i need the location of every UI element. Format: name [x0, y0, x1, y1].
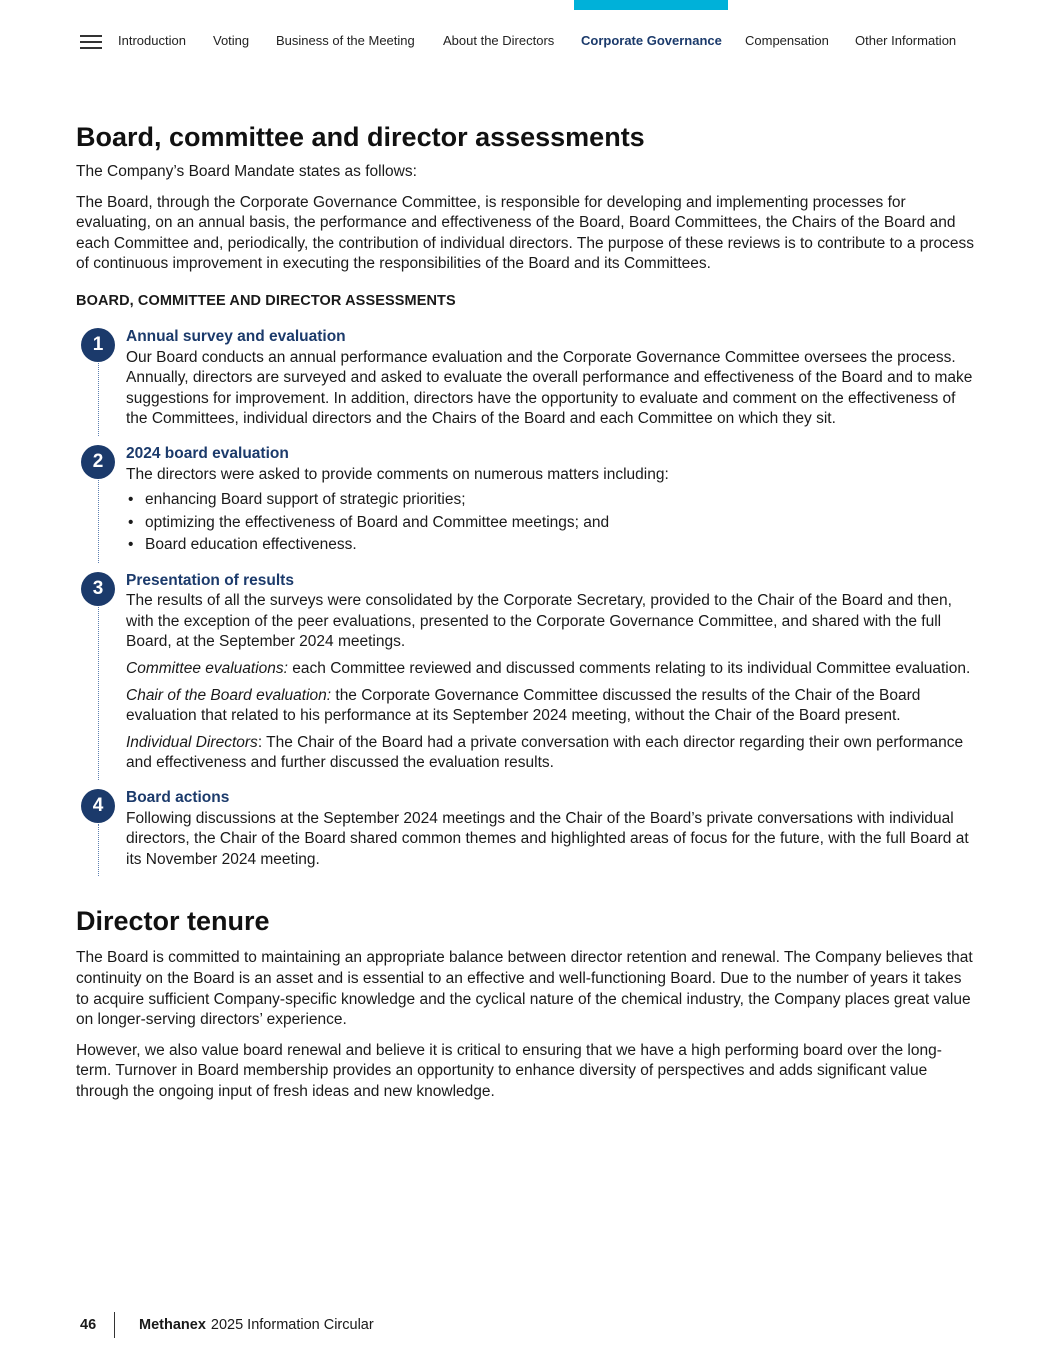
step-4 — [76, 788, 976, 870]
nav-about-the-directors[interactable]: About the Directors — [443, 33, 555, 48]
assessment-steps — [76, 327, 976, 870]
nav-voting[interactable]: Voting — [213, 33, 250, 48]
nav-compensation[interactable]: Compensation — [745, 33, 829, 48]
step-number-badge: 1 — [81, 328, 115, 362]
active-section-indicator — [574, 0, 728, 10]
bullet-item: • enhancing Board support of strategic priorities; — [126, 489, 976, 512]
tenure-heading: Director tenure — [76, 906, 270, 937]
footer-divider — [114, 1312, 115, 1338]
step-title: 2024 board evaluation — [126, 444, 289, 462]
step-title: Presentation of results — [126, 571, 294, 589]
page-number: 46 — [80, 1317, 97, 1333]
tenure-paragraph: The Board is committed to maintaining an appropriate balance between director retention and renewal. The Company believes that continuity on the Board is an asset and is essential to an effective and well-functioning Board. Due to the number of years it takes to acquire sufficient Company-specific knowledge and the cyclical nature of the chemical industry, the Company places great value on longer-serving directors’ experience. — [76, 949, 973, 1029]
assessments-heading: Board, committee and director assessments — [76, 122, 645, 152]
bullet-item: • optimizing the effectiveness of Board and Committee meetings; and — [126, 512, 976, 535]
tenure-paragraph: However, we also value board renewal and believe it is critical to ensuring that we have a high performing board over the long-term. Turnover in Board membership provides an opportunity to enhance diversity of perspectives and adds significant value through the ongoing input of fresh ideas and new knowledge. — [76, 1041, 942, 1100]
nav-other-information[interactable]: Other Information — [855, 33, 957, 48]
bullet-list — [126, 489, 976, 557]
individual-directors-detail — [126, 733, 976, 774]
nav-introduction[interactable]: Introduction — [118, 33, 186, 48]
step-body: Following discussions at the September 2024 meetings and the Chair of the Board’s private conversations with individual directors, the Chair of the Board shared common themes and highlighted areas of focus for the future, with the full Board at its November 2024 meeting. — [126, 809, 969, 868]
step-connector-line — [98, 607, 99, 780]
step-title: Board actions — [126, 788, 230, 806]
step-body: The directors were asked to provide comments on numerous matters including: — [126, 465, 669, 483]
hamburger-menu-icon[interactable] — [80, 35, 102, 49]
board-mandate-text: The Board, through the Corporate Governance Committee, is responsible for developing and implementing processes for evaluating, on an annual basis, the performance and effectiveness of the Board, Board Committees, the Chairs of the Board and each Committee and, periodically, the contribution of individual directors. The purpose of these reviews is to contribute to a process of continuous improvement in executing the responsibilities of the Board and its Committees. — [76, 193, 975, 273]
nav-corporate-governance[interactable]: Corporate Governance — [581, 33, 722, 48]
main-content — [76, 118, 976, 1103]
step-title: Annual survey and evaluation — [126, 327, 346, 345]
top-navigation — [0, 0, 1048, 70]
company-name: Methanex — [139, 1317, 206, 1333]
detail-label: Committee evaluations: — [126, 660, 288, 677]
step-1 — [76, 327, 976, 430]
publication-title: 2025 Information Circular — [210, 1317, 374, 1333]
step-number-badge: 4 — [81, 789, 115, 823]
step-3 — [76, 571, 976, 774]
detail-label: Chair of the Board evaluation: — [126, 686, 332, 704]
chair-evaluation-detail — [126, 686, 976, 727]
step-connector-line — [98, 480, 99, 563]
assessments-subheading: BOARD, COMMITTEE AND DIRECTOR ASSESSMENTS — [76, 292, 456, 309]
page-footer — [80, 1312, 374, 1338]
committee-evaluations-detail — [126, 659, 976, 680]
nav-business-of-the-meeting[interactable]: Business of the Meeting — [276, 33, 415, 48]
detail-text: each Committee reviewed and discussed comments relating to its individual Committee evaluation. — [287, 660, 971, 677]
detail-label: Individual Directors — [126, 733, 258, 751]
step-number-badge: 2 — [81, 445, 115, 479]
step-body: The results of all the surveys were consolidated by the Corporate Secretary, provided to the Chair of the Board and then, with the exception of the peer evaluations, presented to the Corporate Governance Committee, and shared with the full Board, at the September 2024 meetings. — [126, 592, 952, 651]
step-connector-line — [98, 824, 99, 876]
bullet-item: • Board education effectiveness. — [126, 534, 976, 557]
detail-text: the Corporate Governance Committee discussed the results of the Chair of the Board evaluation that related to his performance at its September 2024 meeting, without the Chair of the Board present. — [126, 686, 921, 725]
step-2 — [76, 444, 976, 557]
detail-text: : The Chair of the Board had a private conversation with each director regarding their own performance and effectiveness and further discussed the evaluation results. — [126, 733, 964, 772]
step-body: Our Board conducts an annual performance evaluation and the Corporate Governance Committee oversees the process. Annually, directors are surveyed and asked to evaluate the overall performance and effectiveness of the Board and to make suggestions for improvement. In addition, directors have the opportunity to evaluate and comment on the effectiveness of the Committees, individual directors and the Chairs of the Board and each Committee on which they sit. — [126, 348, 973, 428]
assessments-intro: The Company’s Board Mandate states as follows: — [76, 163, 417, 180]
step-connector-line — [98, 363, 99, 436]
step-number-badge: 3 — [81, 572, 115, 606]
